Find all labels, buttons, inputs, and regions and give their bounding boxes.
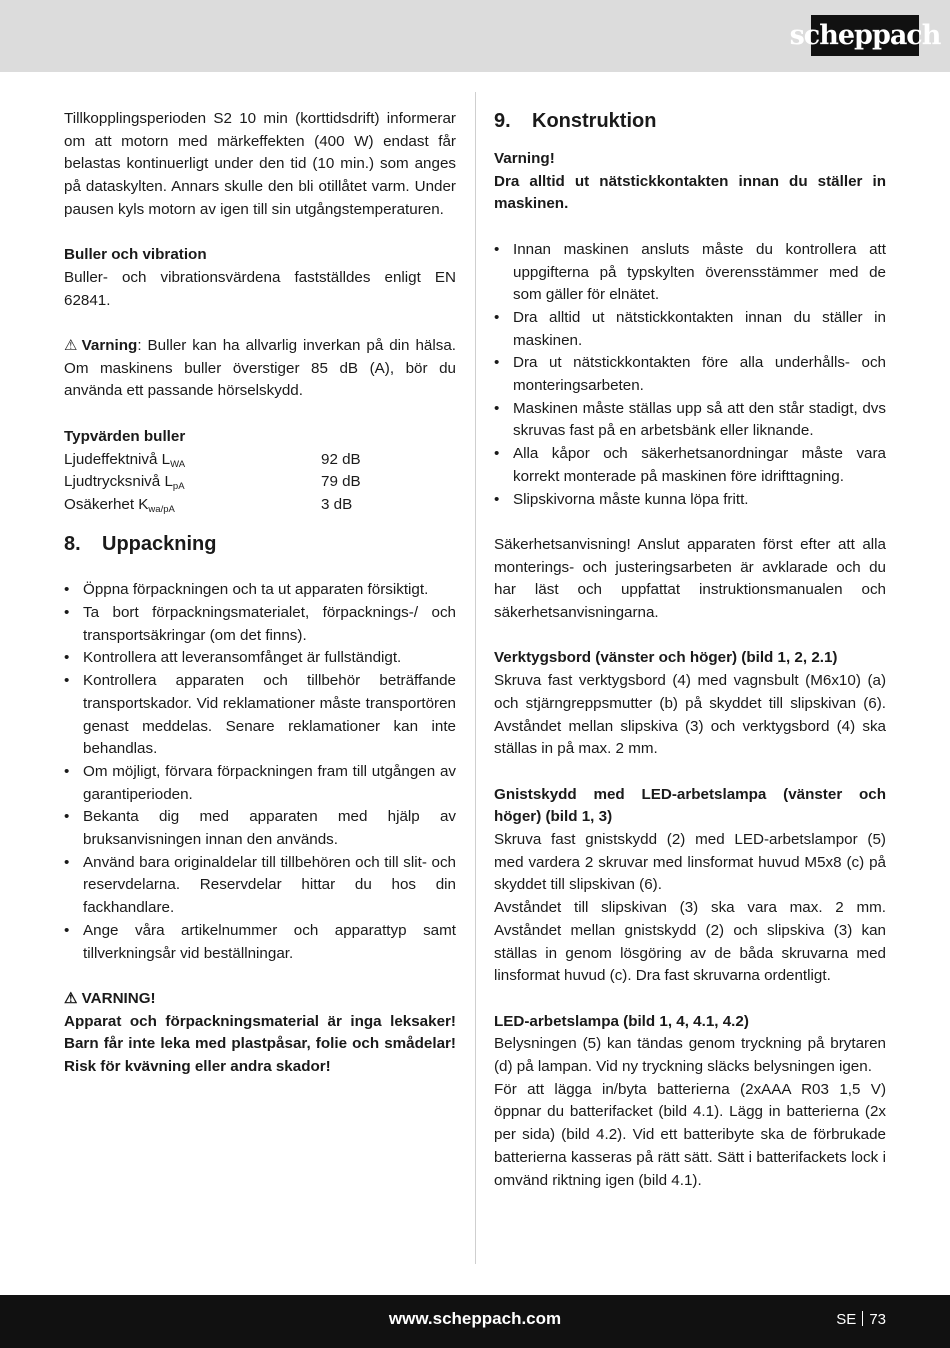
typical-value: 92 dB [321,450,361,468]
list-item: • Om möjligt, förvara förpackningen fram till utgången av garantiperioden. [64,761,456,806]
list-item: • Maskinen måste ställas upp så att den står stadigt, dvs skruvas fast på en arbetsbänk eller liknande. [494,398,886,443]
warning-triangle-icon: ⚠ [64,989,78,1007]
list-item: • Bekanta dig med apparaten med hjälp av bruksanvisningen innan den används. [64,806,456,851]
typical-value-label: Ljudeffektnivå $L_{WA}$ [64,450,186,470]
noise-heading: Buller och vibration [64,246,207,264]
tool-rest-text: Skruva fast verktygsbord (4) med vagnsbult (M6x10) (a) och stjärngreppsmutter (b) på skyddet till slipskivan (6). Avståndet mellan slipskiva (3) och verktygsbord (4) ska ställas in på max. 2 mm. [494,672,886,758]
list-item: • Dra ut nätstickkontakten före alla underhålls- och monteringsarbeten. [494,352,886,397]
safety-note: Säkerhetsanvisning! Anslut apparaten först efter att alla monterings- och justeringsarbeten är avklarade och du har läst och uppfattat instruktionsmanualen och säkerhetsanvisningarna. [494,535,886,622]
left-column [64,108,456,1079]
list-item: • Alla kåpor och säkerhetsanordningar måste vara korrekt monterade på maskinen före idrifttagning. [494,443,886,488]
list-item: • Dra alltid ut nätstickkontakten innan du ställer in maskinen. [494,307,886,352]
noise-warning-text: : Buller kan ha allvarlig inverkan på din hälsa. Om maskinens buller överstiger 85 dB (A), bör du använda ett passande hörselskydd. [64,337,456,400]
led-lamp-text: Belysningen (5) kan tändas genom tryckning på brytaren (d) på lampan. Vid ny tryckning släcks belysningen igen. [494,1035,886,1076]
typical-value-label: Ljudtrycksnivå $L_{pA}$ [64,473,185,493]
typical-value: 79 dB [321,473,361,491]
typical-value-row [64,494,456,517]
unpacking-list [64,579,456,965]
noise-warning [64,335,456,403]
led-lamp-text: För att lägga in/byta batterierna (2xAAA R03 1,5 V) öppnar du batterifacket (bild 4.1). Lägg in batterierna (2x per sida) (bild 4.2). Vid ett batteribyte ska de förbrukade batterierna kasseras på rätt sätt. Sätt i batterifackets lock i omvänd riktning igen (bild 4.1). [494,1080,886,1189]
list-item: • Kontrollera apparaten och tillbehör beträffande transportskador. Vid reklamationer måste transportören genast meddelas. Senare reklamationer kan inte behandlas. [64,670,456,761]
footer-bar [0,1295,950,1348]
list-item: • Ange våra artikelnummer och apparattyp samt tillverkningsår vid beställningar. [64,920,456,965]
website-url: www.scheppach.com [388,1309,562,1328]
typical-values-heading: Typvärden buller [64,427,186,445]
page-number: SE 73 [836,1311,886,1328]
list-item: • Öppna förpackningen och ta ut apparaten försiktigt. [64,579,456,602]
warning-triangle-icon: ⚠ [64,337,78,354]
typical-value-row [64,471,456,494]
packaging-warning-text: Apparat och förpackningsmaterial är inga leksaker! Barn får inte leka med plastpåsar, folie och smådelar! Risk för kvävning eller andra skador! [64,1012,456,1076]
noise-text: Buller- och vibrationsvärdena fastställdes enligt EN 62841. [64,268,456,309]
construction-warning-label: Varning! [494,150,555,167]
noise-warning-label: Varning [81,337,138,354]
spark-guard-heading: Gnistskydd med LED-arbetslampa (vänster och höger) (bild 1, 3) [494,785,886,826]
list-item: • Slipskivorna måste kunna löpa fritt. [494,489,886,512]
construction-list [494,239,886,511]
spark-guard-text: Skruva fast gnistskydd (2) med LED-arbetslampor (5) med vardera 2 skruvar med linsformat huvud M5x8 (c) på skyddet till slipskivan (6). [494,831,886,894]
construction-warning-text: Dra alltid ut nätstickkontakten innan du ställer in maskinen. [494,172,886,213]
column-divider [475,92,476,1264]
typical-value: 3 dB [321,495,353,513]
list-item: • Innan maskinen ansluts måste du kontrollera att uppgifterna på typskylten överensstämmer med de som gäller för elnätet. [494,239,886,307]
typical-value-row [64,449,456,472]
section-heading-construction: 9. Konstruktion [494,110,657,132]
led-lamp-heading: LED-arbetslampa (bild 1, 4, 4.1, 4.2) [494,1012,749,1030]
typical-value-label: Osäkerhet $K_{wa/pA}$ [64,495,175,515]
list-item: • Kontrollera att leveransomfånget är fullständigt. [64,647,456,670]
scheppach-logo: scheppach [811,15,919,56]
duty-cycle-paragraph: Tillkopplingsperioden S2 10 min (korttidsdrift) informerar om att motorn med märkeffekten (400 W) endast får belastas kontinuerligt under den tid (10 min.) som anges på dataskylten. Annars skulle den bli otillåtet varm. Under pausen kyls motorn av igen till sin utgångstemperaturen. [64,110,456,218]
section-heading-unpacking: 8. Uppackning [64,532,217,555]
right-column [494,108,886,1192]
spark-guard-text: Avståndet till slipskivan (3) ska vara max. 2 mm. Avståndet mellan gnistskydd (2) och slipskiva (3) kan ställas in genom lösgöring av de båda skruvarna med linsformat huvud (c). Dra fast skruvarna ordentligt. [494,899,886,985]
packaging-warning-label: ⚠ VARNING! [64,988,456,1011]
list-item: • Använd bara originaldelar till tillbehören och till slit- och reservdelarna. Reservdelar hittar du hos din fackhandlare. [64,852,456,920]
tool-rest-heading: Verktygsbord (vänster och höger) (bild 1, 2, 2.1) [494,649,838,667]
list-item: • Ta bort förpackningsmaterialet, förpacknings-/ och transportsäkringar (om det finns). [64,602,456,647]
header-bar [0,0,950,72]
